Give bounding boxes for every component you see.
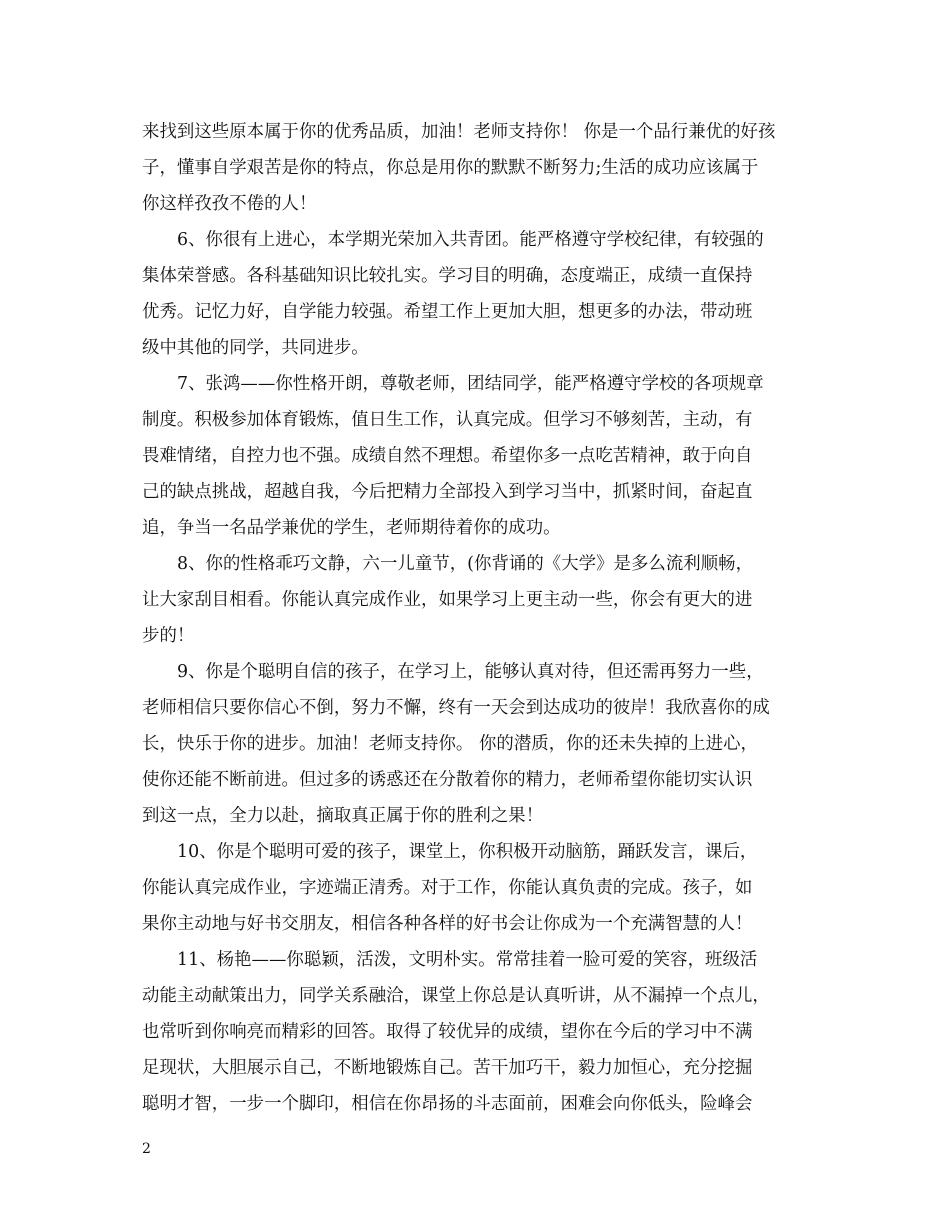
text-line: 来找到这些原本属于你的优秀品质，加油！老师支持你！ 你是一个品行兼优的好孩 — [142, 122, 776, 142]
text-line: 优秀。记忆力好，自学能力较强。希望工作上更加大胆，想更多的办法，带动班 — [142, 302, 753, 322]
paragraph-11-first-line: 11、杨艳——你聪颖，活泼，文明朴实。常常挂着一脸可爱的笑容，班级活 — [177, 950, 758, 970]
text-line: 长，快乐于你的进步。加油！老师支持你。 你的潜质，你的还未失掉的上进心， — [142, 734, 759, 754]
text-line: 你能认真完成作业，字迹端正清秀。对于工作，你能认真负责的完成。孩子，如 — [142, 878, 753, 898]
paragraph-8-first-line: 8、你的性格乖巧文静，六一儿童节，(你背诵的《大学》是多么流利顺畅， — [177, 554, 754, 574]
text-line: 果你主动地与好书交朋友，相信各种各样的好书会让你成为一个充满智慧的人！ — [142, 914, 753, 934]
paragraph-9-first-line: 9、你是个聪明自信的孩子，在学习上，能够认真对待，但还需再努力一些， — [177, 662, 764, 682]
text-line: 足现状，大胆展示自己，不断地锻炼自己。苦干加巧干，毅力加恒心，充分挖掘 — [142, 1058, 753, 1078]
text-line: 老师相信只要你信心不倒，努力不懈，终有一天会到达成功的彼岸！我欣喜你的成 — [142, 698, 770, 718]
text-line: 动能主动献策出力，同学关系融洽，课堂上你总是认真听讲，从不漏掉一个点儿， — [142, 986, 770, 1006]
text-line: 子，懂事自学艰苦是你的特点，你总是用你的默默不断努力;生活的成功应该属于 — [142, 158, 759, 178]
text-line: 步的！ — [142, 626, 195, 646]
text-line: 制度。积极参加体育锻炼，值日生工作，认真完成。但学习不够刻苦，主动，有 — [142, 410, 753, 430]
text-line: 聪明才智，一步一个脚印，相信在你昂扬的斗志面前，困难会向你低头，险峰会 — [142, 1094, 753, 1114]
paragraph-10-first-line: 10、你是个聪明可爱的孩子，课堂上，你积极开动脑筋，踊跃发言，课后， — [177, 842, 758, 862]
page-number: 2 — [142, 1141, 151, 1157]
text-line: 到这一点，全力以赴，摘取真正属于你的胜利之果！ — [142, 806, 544, 826]
text-line: 追，争当一名品学兼优的学生，老师期待着你的成功。 — [142, 518, 561, 538]
text-line: 你这样孜孜不倦的人！ — [142, 194, 317, 214]
text-line: 让大家刮目相看。你能认真完成作业，如果学习上更主动一些，你会有更大的进 — [142, 590, 753, 610]
text-line: 级中其他的同学，共同进步。 — [142, 338, 369, 358]
text-line: 己的缺点挑战，超越自我，今后把精力全部投入到学习当中，抓紧时间，奋起直 — [142, 482, 753, 502]
text-line: 使你还能不断前进。但过多的诱惑还在分散着你的精力，老师希望你能切实认识 — [142, 770, 753, 790]
text-line: 集体荣誉感。各科基础知识比较扎实。学习目的明确，态度端正，成绩一直保持 — [142, 266, 753, 286]
text-line: 畏难情绪，自控力也不强。成绩自然不理想。希望你多一点吃苦精神，敢于向自 — [142, 446, 753, 466]
paragraph-7-first-line: 7、张鸿——你性格开朗，尊敬老师，团结同学，能严格遵守学校的各项规章 — [177, 374, 764, 394]
paragraph-6-first-line: 6、你很有上进心，本学期光荣加入共青团。能严格遵守学校纪律，有较强的 — [177, 230, 764, 250]
text-line: 也常听到你响亮而精彩的回答。取得了较优异的成绩，望你在今后的学习中不满 — [142, 1022, 753, 1042]
